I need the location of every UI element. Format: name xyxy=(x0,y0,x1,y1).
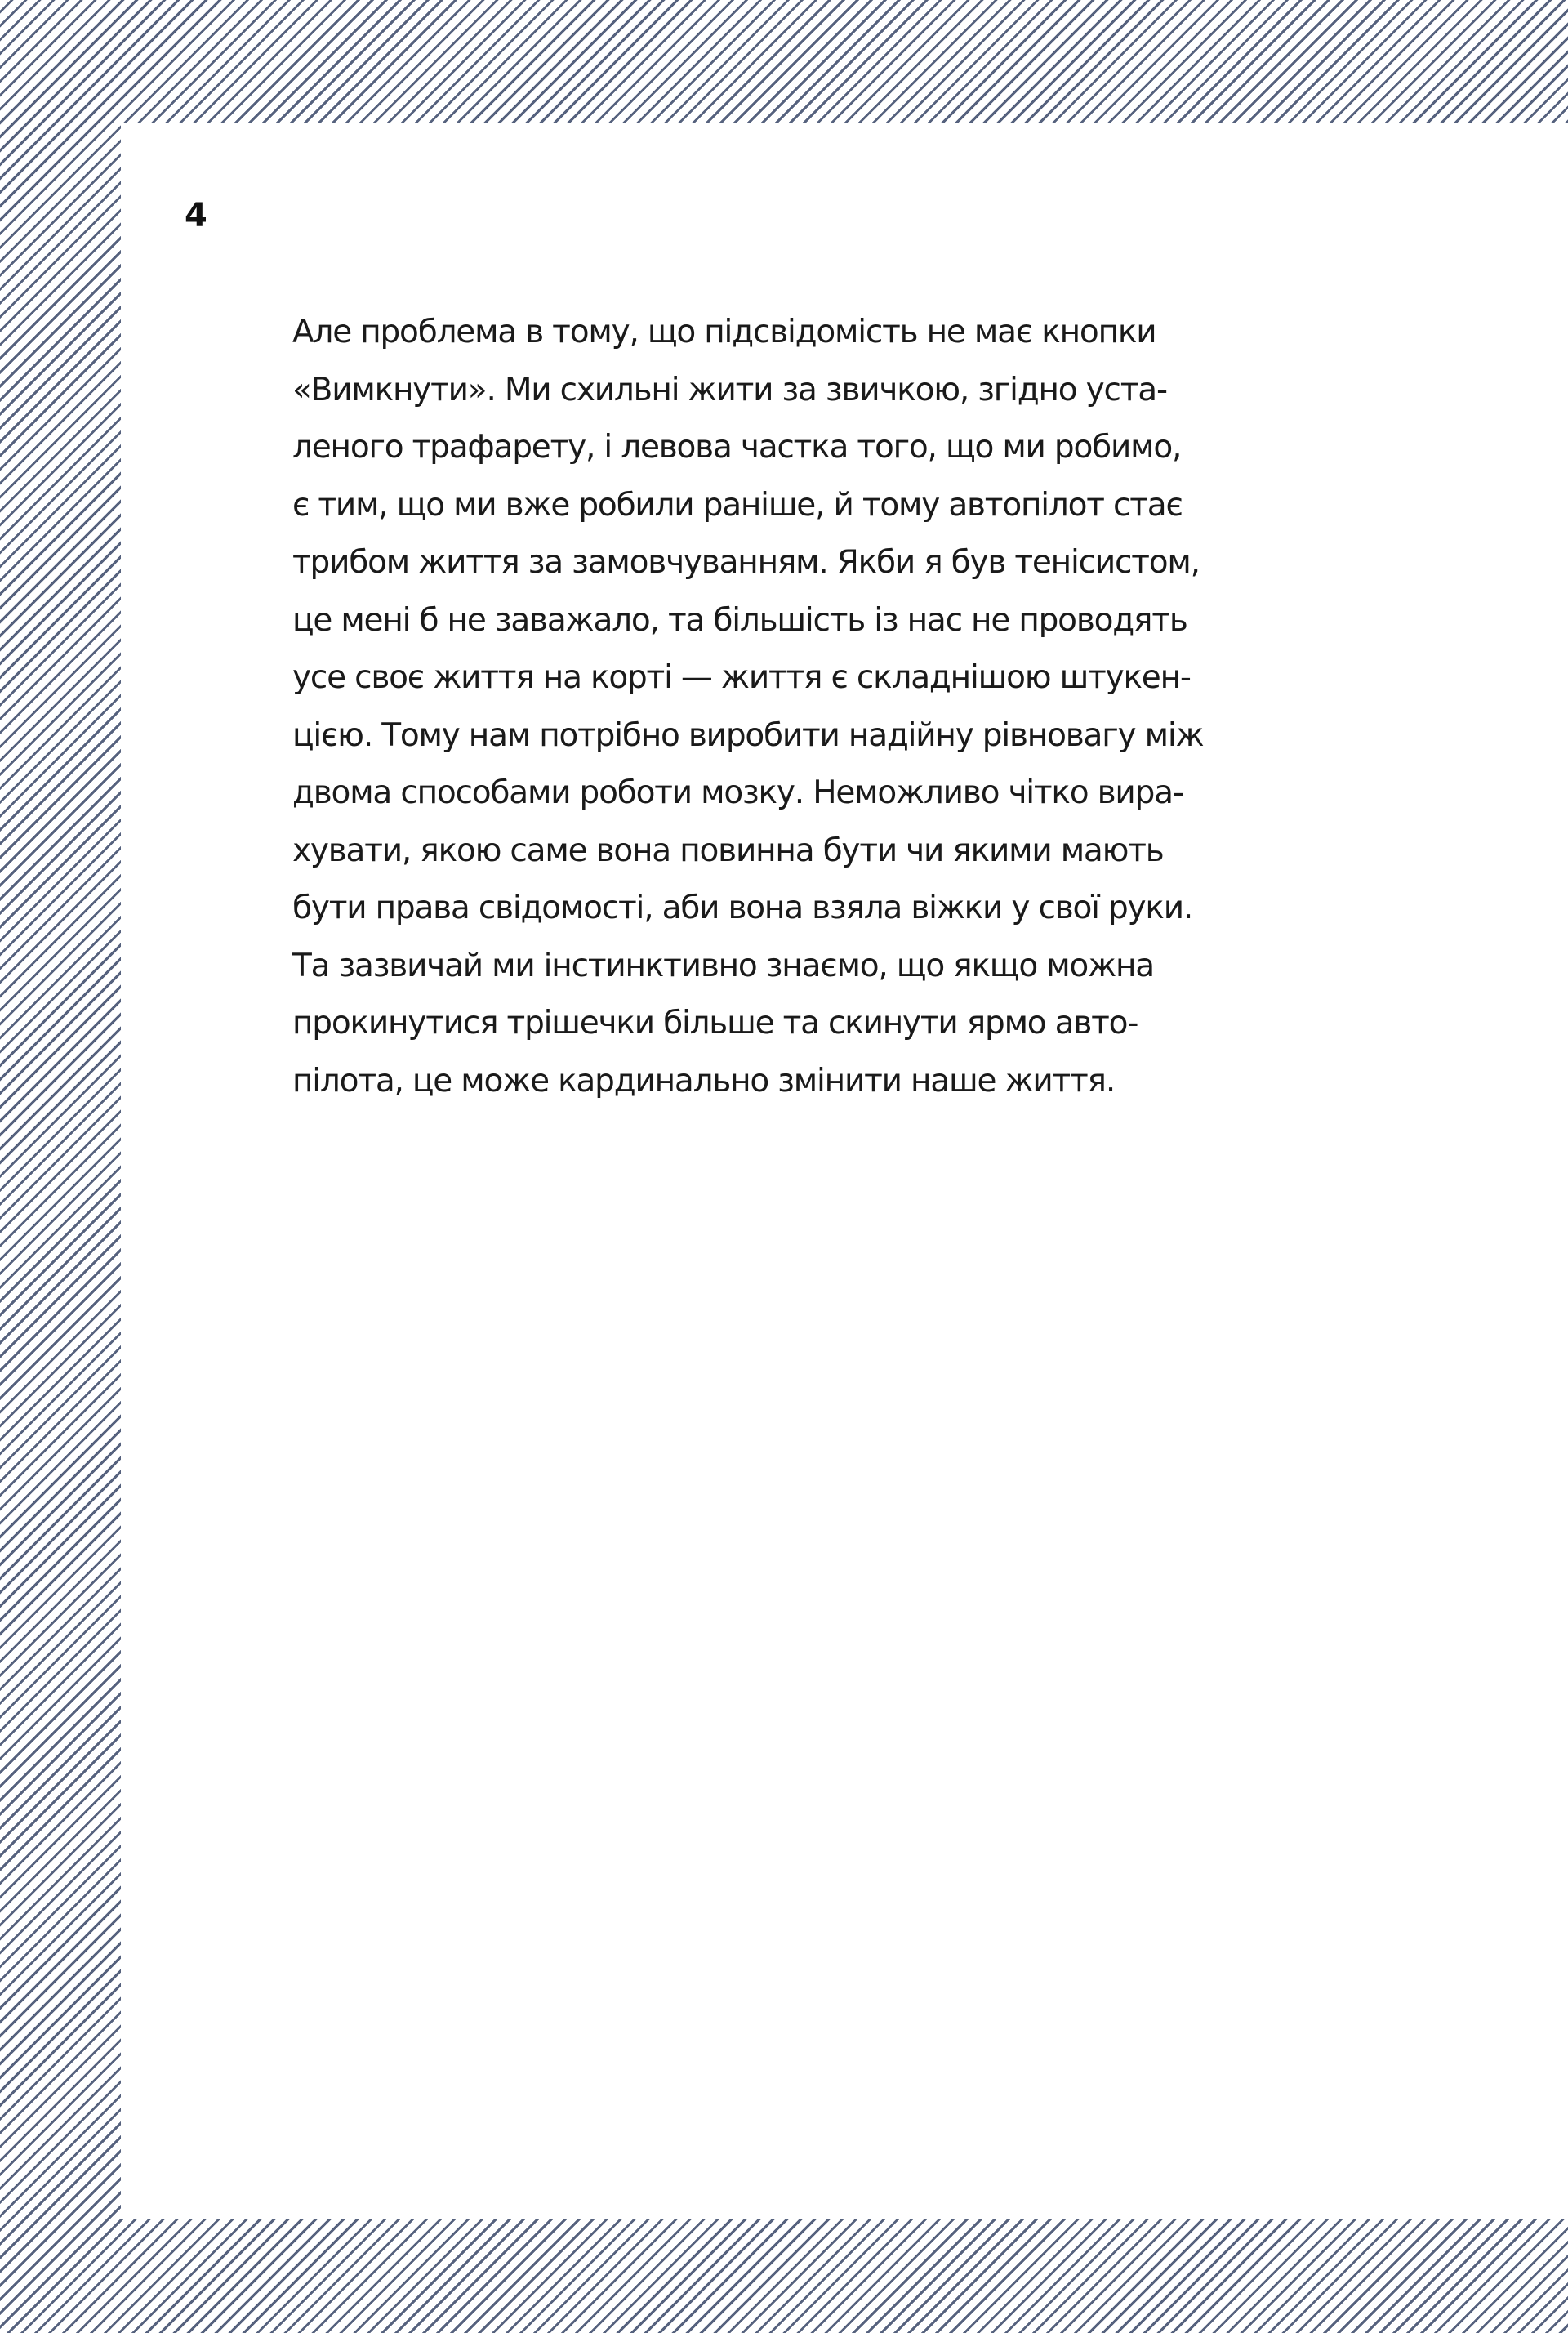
text-line: прокинутися трішечки більше та скинути ярмо авто- xyxy=(292,1005,1138,1042)
text-line: хувати, якою саме вона повинна бути чи якими мають xyxy=(292,832,1164,869)
page-sheet xyxy=(121,123,1568,2219)
text-line: Але проблема в тому, що підсвідомість не має кнопки xyxy=(292,314,1156,350)
text-line: цією. Тому нам потрібно виробити надійну рівновагу між xyxy=(292,716,1204,754)
body-paragraph xyxy=(292,304,1354,1110)
page-number: 4 xyxy=(185,197,207,234)
text-line: двома способами роботи мозку. Неможливо чітко вира- xyxy=(292,774,1183,811)
text-line: пілота, це може кардинально змінити наше життя. xyxy=(292,1062,1116,1100)
text-line: це мені б не заважало, та більшість із нас не проводять xyxy=(292,601,1187,639)
text-line: Та зазвичай ми інстинктивно знаємо, що якщо можна xyxy=(292,947,1155,984)
text-line: усе своє життя на корті — життя є складнішою штукен- xyxy=(292,659,1191,696)
text-line: є тим, що ми вже робили раніше, й тому автопілот стає xyxy=(292,486,1183,524)
text-line: бути права свідомості, аби вона взяла віжки у свої руки. xyxy=(292,890,1193,926)
text-line: леного трафарету, і левова частка того, що ми робимо, xyxy=(292,429,1182,466)
text-line: «Вимкнути». Ми схильні жити за звичкою, згідно уста- xyxy=(292,371,1167,408)
text-line: трибом життя за замовчуванням. Якби я був тенісистом, xyxy=(292,544,1200,581)
